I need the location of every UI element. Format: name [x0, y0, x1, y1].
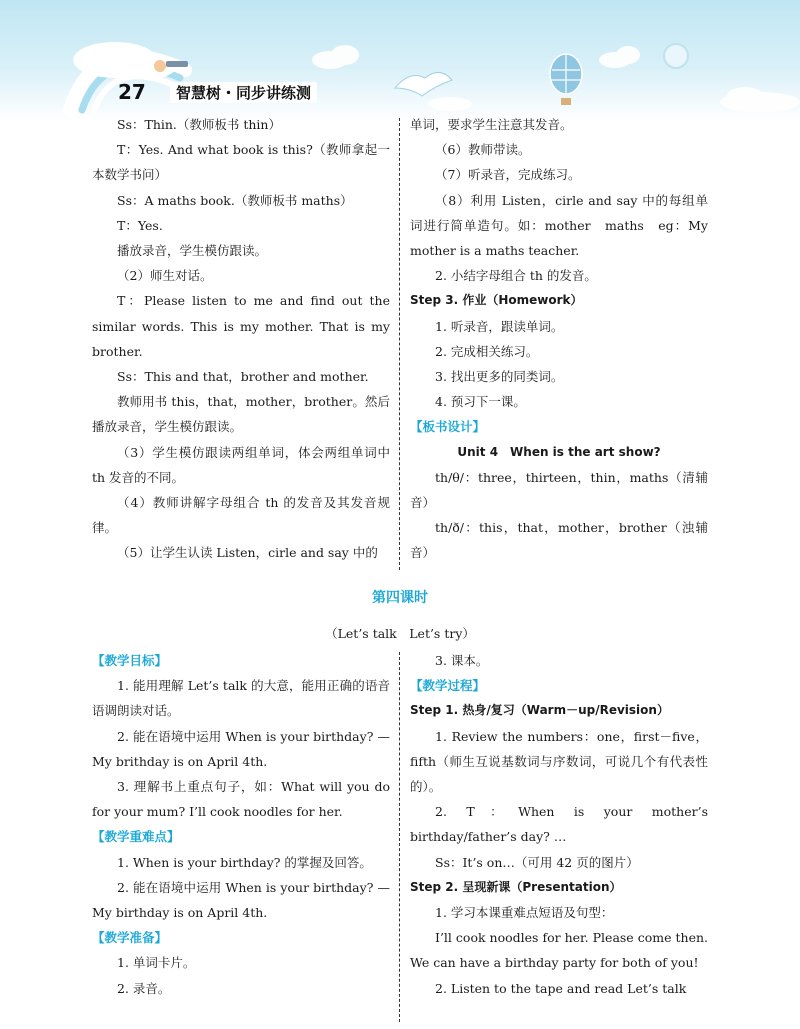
paragraph: 1. 听录音，跟读单词。 [435, 318, 564, 334]
paragraph: 1. 能用理解 Let’s talk 的大意，能用正确的语音语调朗读对话。 [92, 678, 390, 719]
bird-icon [395, 72, 452, 96]
section-heading: 【教学过程】 [410, 678, 486, 694]
paragraph: （2）师生对话。 [117, 268, 213, 284]
paragraph: 教师用书 this，that，mother，brother。然后播放录音，学生模仿跟读。 [92, 394, 390, 435]
page-number: 27 [118, 80, 146, 104]
paragraph: 3. 理解书上重点句子，如：What will you do for your mum? I’ll cook noodles for her. [92, 779, 390, 820]
paragraph: th/θ/：three，thirteen，thin，maths（清辅音） [410, 469, 708, 511]
top-right-column [410, 112, 708, 566]
paragraph: （8）利用 Listen，cirle and say 中的每组单词进行简单造句。如：mother maths eg：My mother is a maths teacher. [410, 192, 708, 259]
paragraph: （7）听录音，完成练习。 [435, 167, 581, 183]
section-heading: 【教学准备】 [92, 930, 168, 946]
paragraph: 2. 小结字母组合 th 的发音。 [435, 268, 597, 284]
board-unit-title: Unit 4 When is the art show? [457, 444, 661, 459]
step-heading: Step 3. 作业（Homework） [410, 293, 583, 308]
top-left-column [92, 112, 390, 566]
paragraph: 1. Review the numbers：one，first－five，fifth（师生互说基数词与序数词，可说几个有代表性的）。 [410, 728, 708, 795]
paragraph: 4. 预习下一课。 [435, 394, 526, 410]
bottom-left-column [92, 648, 390, 1001]
paragraph: Ss：It’s on…（可用 42 页的图片） [435, 854, 639, 870]
bottom-right-column [410, 648, 708, 1001]
column-divider [399, 652, 400, 1022]
section-heading: 【教学重难点】 [92, 829, 180, 845]
paragraph: 1. When is your birthday? 的掌握及回答。 [117, 854, 372, 870]
paragraph: Ss：A maths book.（教师板书 maths） [117, 192, 353, 208]
paragraph: T：Please listen to me and find out the similar words. This is my mother. That is my brother. [92, 293, 390, 359]
section-heading: 【教学目标】 [92, 653, 168, 668]
hot-air-balloon-icon [550, 54, 582, 105]
paragraph: I’ll cook noodles for her. Please come then. We can have a birthday party for both of you! [410, 930, 708, 971]
paragraph: 1. 学习本课重难点短语及句型： [435, 905, 614, 921]
paragraph: Ss：This and that，brother and mother. [117, 369, 369, 385]
paragraph: （5）让学生认读 Listen，cirle and say 中的 [117, 545, 378, 561]
paragraph: T：Yes. [117, 217, 163, 233]
book-title: 智慧树・同步讲练测 [170, 82, 317, 103]
paragraph: 1. 单词卡片。 [117, 955, 196, 971]
paragraph: 播放录音，学生模仿跟读。 [117, 243, 268, 259]
paragraph: 2. 能在语境中运用 When is your birthday? —My birthday is on April 4th. [92, 879, 390, 921]
paragraph: th/ð/：this，that，mother，brother（浊辅音） [410, 520, 708, 561]
step-heading: Step 1. 热身/复习（Warm－up/Revision） [410, 703, 669, 718]
paragraph: T：Yes. And what book is this?（教师拿起一本数学书问） [92, 142, 390, 183]
paragraph: （3）学生模仿跟读两组单词，体会两组单词中 th 发音的不同。 [92, 444, 390, 485]
lesson-title: 第四课时 [372, 590, 428, 606]
paragraph: 2. 录音。 [117, 980, 171, 996]
paragraph: 2. 能在语境中运用 When is your birthday? —My brithday is on April 4th. [92, 728, 390, 769]
column-divider [399, 118, 400, 570]
section-heading: 【板书设计】 [410, 419, 486, 435]
paragraph: 单词，要求学生注意其发音。 [410, 117, 573, 132]
paragraph: （6）教师带读。 [435, 142, 531, 158]
paragraph: 3. 找出更多的同类词。 [435, 369, 564, 385]
paragraph: 3. 课本。 [435, 653, 489, 668]
step-heading: Step 2. 呈现新课（Presentation） [410, 879, 622, 894]
paragraph: （4）教师讲解字母组合 th 的发音及其发音规律。 [92, 495, 390, 536]
paragraph: Ss：Thin.（教师板书 thin） [117, 117, 281, 132]
header-banner [0, 0, 800, 122]
paragraph: 2. Listen to the tape and read Let’s talk [435, 980, 687, 996]
sun-icon [664, 44, 688, 68]
paragraph: 2. 完成相关练习。 [435, 343, 539, 359]
lesson-subtitle: （Let’s talk Let’s try） [325, 626, 475, 641]
paragraph: 2. T：When is your mother’s birthday/father’s day? … [410, 804, 708, 845]
